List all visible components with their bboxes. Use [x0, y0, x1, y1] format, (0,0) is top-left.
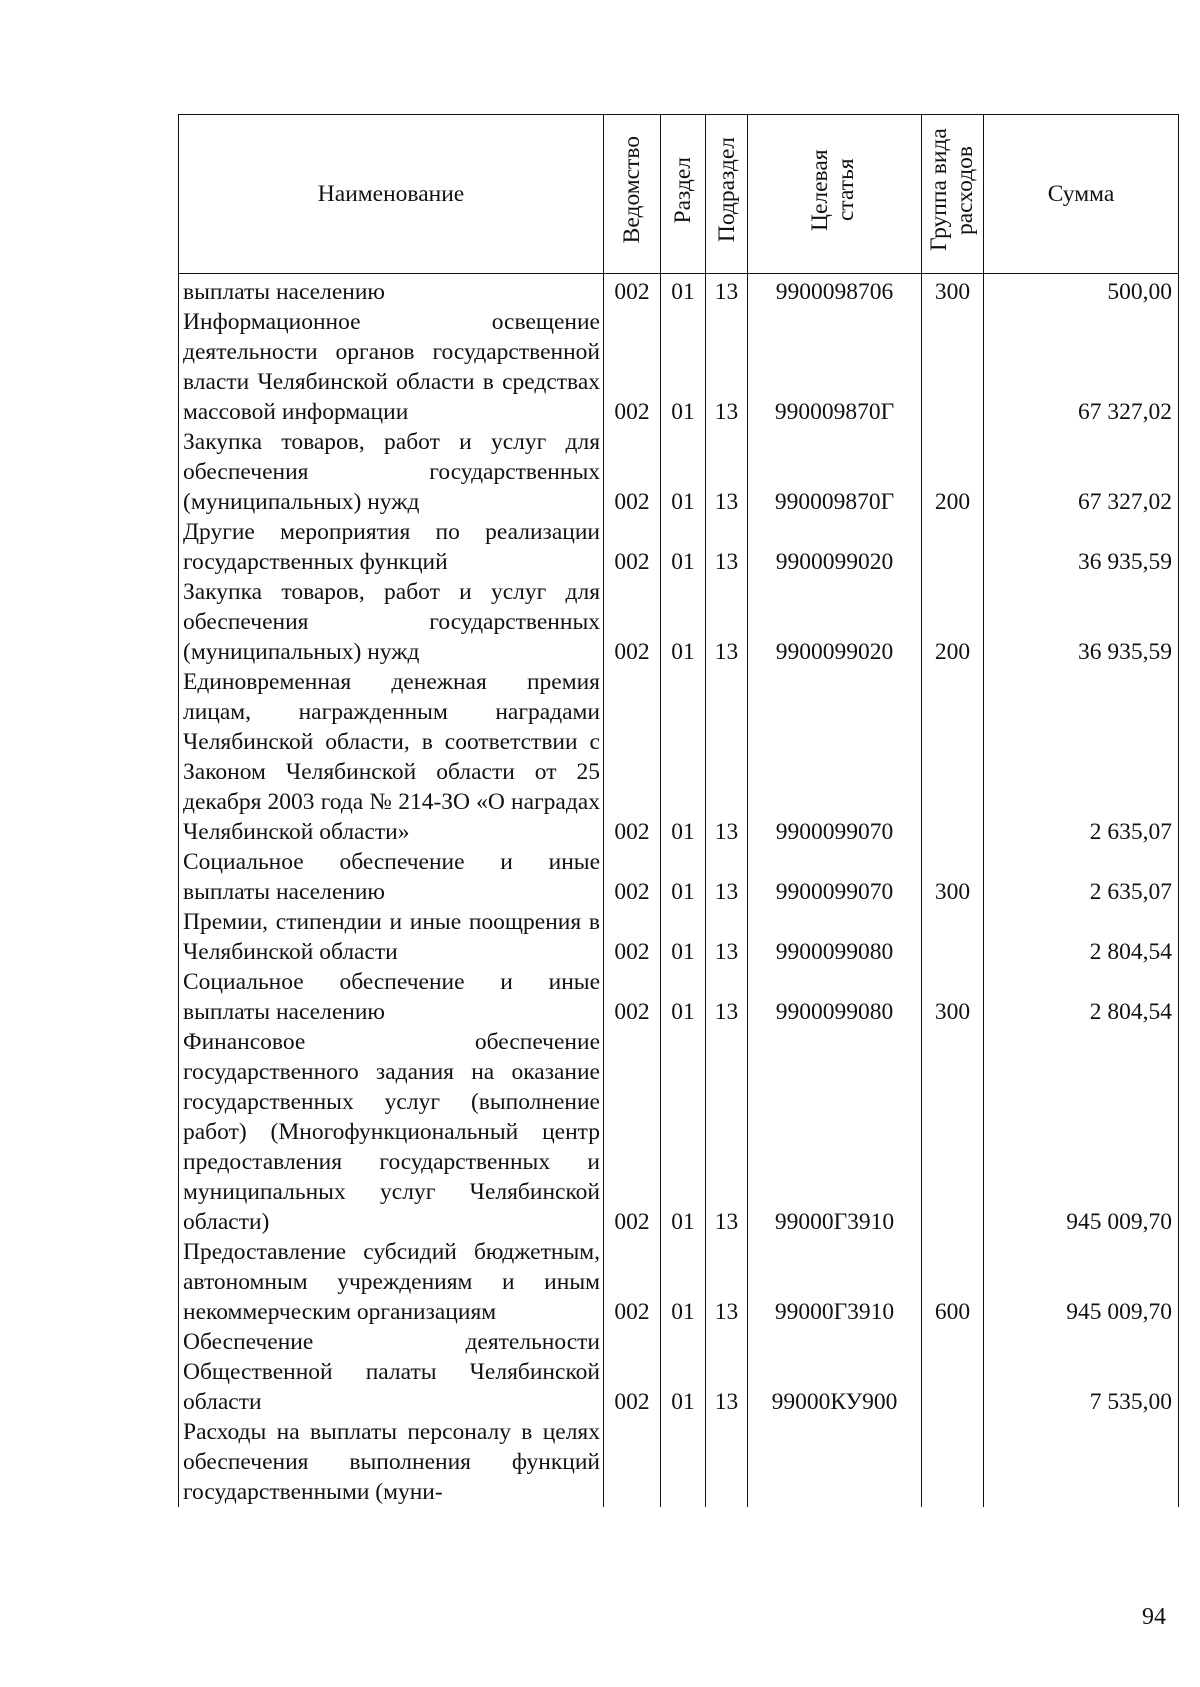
table-row	[179, 1027, 1179, 1237]
cell-name: Расходы на выплаты персоналу в целях обеспечения выполнения функций государственными (муни-	[179, 1417, 604, 1507]
table-row	[179, 1417, 1179, 1507]
cell-vedomstvo: 002	[604, 517, 661, 577]
cell-name: Закупка товаров, работ и услуг для обеспечения государственных (муниципальных) нужд	[179, 577, 604, 667]
header-name: Наименование	[179, 115, 604, 274]
cell-gruppa	[922, 307, 984, 427]
table-row	[179, 1237, 1179, 1327]
cell-razdel: 01	[661, 427, 706, 517]
cell-celevaya-statya	[748, 1417, 922, 1507]
table-row	[179, 907, 1179, 967]
cell-razdel: 01	[661, 1027, 706, 1237]
cell-vedomstvo	[604, 1417, 661, 1507]
cell-name: Закупка товаров, работ и услуг для обеспечения государственных (муниципальных) нужд	[179, 427, 604, 517]
header-vedomstvo: Ведомство	[604, 115, 661, 274]
cell-podrazdel: 13	[706, 517, 748, 577]
cell-summa: 2 804,54	[984, 967, 1179, 1027]
cell-celevaya-statya: 99000Г3910	[748, 1027, 922, 1237]
cell-celevaya-statya: 9900098706	[748, 274, 922, 308]
cell-celevaya-statya: 990009870Г	[748, 427, 922, 517]
cell-summa: 67 327,02	[984, 427, 1179, 517]
header-celevaya-statya: Целевая статья	[748, 115, 922, 274]
cell-podrazdel: 13	[706, 967, 748, 1027]
cell-gruppa: 300	[922, 274, 984, 308]
cell-summa: 67 327,02	[984, 307, 1179, 427]
cell-razdel: 01	[661, 577, 706, 667]
cell-summa	[984, 1417, 1179, 1507]
cell-gruppa	[922, 517, 984, 577]
cell-gruppa: 200	[922, 427, 984, 517]
cell-celevaya-statya: 9900099070	[748, 667, 922, 847]
cell-summa: 36 935,59	[984, 517, 1179, 577]
table-row	[179, 307, 1179, 427]
cell-gruppa	[922, 907, 984, 967]
header-summa: Сумма	[984, 115, 1179, 274]
cell-celevaya-statya: 990009870Г	[748, 307, 922, 427]
cell-celevaya-statya: 9900099070	[748, 847, 922, 907]
table-row	[179, 274, 1179, 308]
table-row	[179, 667, 1179, 847]
cell-name: Социальное обеспечение и иные выплаты населению	[179, 847, 604, 907]
cell-summa: 945 009,70	[984, 1027, 1179, 1237]
cell-celevaya-statya: 9900099080	[748, 907, 922, 967]
cell-name: Социальное обеспечение и иные выплаты населению	[179, 967, 604, 1027]
cell-name: Премии, стипендии и иные поощрения в Челябинской области	[179, 907, 604, 967]
cell-vedomstvo: 002	[604, 1237, 661, 1327]
cell-summa: 500,00	[984, 274, 1179, 308]
cell-vedomstvo: 002	[604, 967, 661, 1027]
cell-razdel: 01	[661, 907, 706, 967]
table-row	[179, 1327, 1179, 1417]
table-row	[179, 847, 1179, 907]
cell-podrazdel: 13	[706, 1327, 748, 1417]
cell-gruppa: 200	[922, 577, 984, 667]
cell-summa: 2 635,07	[984, 847, 1179, 907]
cell-summa: 945 009,70	[984, 1237, 1179, 1327]
table-row	[179, 577, 1179, 667]
cell-name: выплаты населению	[179, 274, 604, 308]
cell-razdel: 01	[661, 847, 706, 907]
cell-summa: 2 635,07	[984, 667, 1179, 847]
cell-razdel: 01	[661, 307, 706, 427]
page-number: 94	[1142, 1604, 1166, 1630]
cell-podrazdel: 13	[706, 1027, 748, 1237]
cell-name: Единовременная денежная премия лицам, награжденным наградами Челябинской области, в соответствии с Законом Челябинской области от 25 декабря 2003 года № 214-ЗО «О наградах Челябинской области»	[179, 667, 604, 847]
cell-gruppa	[922, 667, 984, 847]
table-header-row	[179, 115, 1179, 274]
cell-podrazdel: 13	[706, 847, 748, 907]
cell-razdel: 01	[661, 517, 706, 577]
cell-podrazdel: 13	[706, 907, 748, 967]
cell-podrazdel: 13	[706, 577, 748, 667]
cell-vedomstvo: 002	[604, 577, 661, 667]
table-row	[179, 427, 1179, 517]
cell-summa: 2 804,54	[984, 907, 1179, 967]
table-row	[179, 967, 1179, 1027]
cell-podrazdel: 13	[706, 667, 748, 847]
cell-vedomstvo: 002	[604, 1027, 661, 1237]
cell-name: Информационное освещение деятельности органов государственной власти Челябинской области в средствах массовой информации	[179, 307, 604, 427]
header-podrazdel: Подраздел	[706, 115, 748, 274]
cell-podrazdel	[706, 1417, 748, 1507]
cell-gruppa: 600	[922, 1237, 984, 1327]
cell-razdel: 01	[661, 274, 706, 308]
cell-vedomstvo: 002	[604, 1327, 661, 1417]
cell-summa: 7 535,00	[984, 1327, 1179, 1417]
cell-name: Предоставление субсидий бюджетным, автономным учреждениям и иным некоммерческим организациям	[179, 1237, 604, 1327]
cell-summa: 36 935,59	[984, 577, 1179, 667]
cell-gruppa: 300	[922, 967, 984, 1027]
cell-vedomstvo: 002	[604, 274, 661, 308]
cell-razdel: 01	[661, 1327, 706, 1417]
cell-podrazdel: 13	[706, 274, 748, 308]
cell-celevaya-statya: 99000КУ900	[748, 1327, 922, 1417]
header-razdel: Раздел	[661, 115, 706, 274]
cell-vedomstvo: 002	[604, 427, 661, 517]
cell-podrazdel: 13	[706, 427, 748, 517]
cell-vedomstvo: 002	[604, 667, 661, 847]
table-row	[179, 517, 1179, 577]
cell-name: Обеспечение деятельности Общественной палаты Челябинской области	[179, 1327, 604, 1417]
cell-celevaya-statya: 9900099020	[748, 577, 922, 667]
cell-name: Финансовое обеспечение государственного задания на оказание государственных услуг (выполнение работ) (Многофункциональный центр предоставления государственных и муниципальных услуг Челябинской области)	[179, 1027, 604, 1237]
cell-gruppa	[922, 1417, 984, 1507]
cell-podrazdel: 13	[706, 307, 748, 427]
header-gruppa-vida-rashodov: Группа вида расходов	[922, 115, 984, 274]
cell-celevaya-statya: 9900099020	[748, 517, 922, 577]
cell-celevaya-statya: 99000Г3910	[748, 1237, 922, 1327]
budget-table	[178, 114, 1179, 1507]
cell-gruppa	[922, 1327, 984, 1417]
cell-gruppa	[922, 1027, 984, 1237]
cell-celevaya-statya: 9900099080	[748, 967, 922, 1027]
cell-vedomstvo: 002	[604, 847, 661, 907]
cell-name: Другие мероприятия по реализации государственных функций	[179, 517, 604, 577]
cell-vedomstvo: 002	[604, 907, 661, 967]
cell-razdel: 01	[661, 1237, 706, 1327]
cell-razdel: 01	[661, 967, 706, 1027]
cell-razdel	[661, 1417, 706, 1507]
cell-vedomstvo: 002	[604, 307, 661, 427]
cell-podrazdel: 13	[706, 1237, 748, 1327]
cell-gruppa: 300	[922, 847, 984, 907]
cell-razdel: 01	[661, 667, 706, 847]
